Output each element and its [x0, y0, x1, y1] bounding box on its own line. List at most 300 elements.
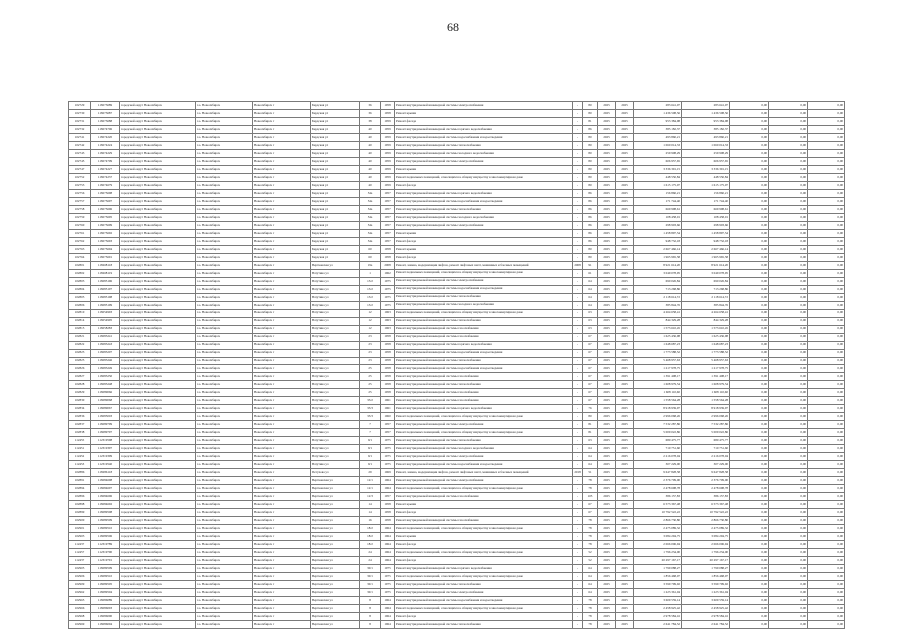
cell-row-id: 102901: [69, 525, 91, 533]
cell-municipality: городской округ Новосибирск: [120, 333, 196, 341]
cell-house-number: 23: [360, 357, 381, 365]
cell-municipality: городской округ Новосибирск: [120, 133, 196, 141]
cell-street: Ватутина ул: [311, 445, 360, 453]
cell-street: Ватутина ул: [311, 373, 360, 381]
cell-wear-percent: 81: [583, 429, 598, 437]
cell-lift-year: -: [573, 541, 583, 549]
cell-lift-year: -: [573, 229, 583, 237]
cell-locality: Новосибирск г: [253, 317, 311, 325]
cell-fund-cost: 1 223 361,04: [682, 589, 730, 597]
cell-total-cost: 1 648 687,23: [634, 341, 682, 349]
cell-build-year: 1957: [381, 189, 395, 197]
cell-fund-cost: 20 297 167,17: [682, 557, 730, 565]
cell-budget-local: 0,00: [808, 117, 845, 125]
cell-budget-federal: 0,00: [730, 613, 769, 621]
cell-locality: Новосибирск г: [253, 205, 311, 213]
cell-municipality: городской округ Новосибирск: [120, 541, 196, 549]
cell-house-code: 118286093: [91, 605, 120, 613]
cell-house-code: 118268118: [91, 261, 120, 269]
cell-row-id: 102962: [69, 589, 91, 597]
cell-total-cost: 171 744,40: [634, 197, 682, 205]
cell-row-id: 102830: [69, 397, 91, 405]
cell-build-year: 1959: [381, 157, 395, 165]
cell-budget-regional: 0,00: [769, 261, 808, 269]
cell-work-type: Ремонт внутридомовой инженерной системы теплоснабжения: [395, 205, 573, 213]
cell-build-year: 1975: [381, 565, 395, 573]
cell-house-code: 118274706: [91, 125, 120, 133]
cell-street: Бердская ул: [311, 157, 360, 165]
cell-budget-federal: 0,00: [730, 541, 769, 549]
cell-plan-year-start: 2025: [598, 381, 616, 389]
cell-wear-percent: 67: [583, 381, 598, 389]
cell-municipality: городской округ Новосибирск: [120, 301, 196, 309]
cell-budget-regional: 0,00: [769, 517, 808, 525]
cell-house-code: 118258283: [91, 325, 120, 333]
cell-district: г.о. Новосибирск: [196, 181, 253, 189]
cell-house-code: 118289068: [91, 397, 120, 405]
cell-build-year: 1957: [381, 421, 395, 429]
cell-total-cost: 2 216 078,04: [634, 453, 682, 461]
cell-locality: Новосибирск г: [253, 613, 311, 621]
cell-plan-year-end: 2025: [616, 605, 634, 613]
cell-build-year: 1960: [381, 413, 395, 421]
cell-total-cost: 1 615 175,07: [634, 181, 682, 189]
cell-budget-federal: 0,00: [730, 317, 769, 325]
cell-municipality: городской округ Новосибирск: [120, 437, 196, 445]
cell-district: г.о. Новосибирск: [196, 237, 253, 245]
cell-budget-regional: 0,00: [769, 141, 808, 149]
cell-budget-regional: 0,00: [769, 581, 808, 589]
cell-lift-year: -: [573, 197, 583, 205]
cell-fund-cost: 1 615 175,07: [682, 181, 730, 189]
cell-house-code: 112319789: [91, 541, 120, 549]
cell-row-id: 102753: [69, 181, 91, 189]
cell-district: г.о. Новосибирск: [196, 157, 253, 165]
table-row: [69, 381, 845, 389]
cell-build-year: 1958: [381, 109, 395, 117]
cell-total-cost: 2 996 068,26: [634, 413, 682, 421]
cell-budget-regional: 0,00: [769, 469, 808, 477]
cell-locality: Новосибирск г: [253, 109, 311, 117]
cell-street: Бердская ул: [311, 197, 360, 205]
cell-district: г.о. Новосибирск: [196, 301, 253, 309]
cell-budget-regional: 0,00: [769, 309, 808, 317]
works-table: [68, 101, 844, 629]
cell-municipality: городской округ Новосибирск: [120, 181, 196, 189]
cell-locality: Новосибирск г: [253, 509, 311, 517]
cell-plan-year-start: 2025: [598, 141, 616, 149]
cell-street: Вертковская ул: [311, 525, 360, 533]
cell-locality: Новосибирск г: [253, 517, 311, 525]
cell-budget-local: 0,00: [808, 581, 845, 589]
cell-budget-federal: 0,00: [730, 125, 769, 133]
cell-plan-year-start: 2025: [598, 173, 616, 181]
table-row: [69, 620, 845, 628]
cell-work-type: Ремонт, замена, модернизация лифтов, ремонт лифтовых шахт, машинных и блочных помещений: [395, 469, 573, 477]
table-row: [69, 453, 845, 461]
cell-house-number: 25: [360, 365, 381, 373]
cell-municipality: городской округ Новосибирск: [120, 205, 196, 213]
cell-lift-year: 2008: [573, 261, 583, 269]
cell-build-year: 1959: [381, 133, 395, 141]
cell-total-cost: 1 217 978,75: [634, 365, 682, 373]
cell-district: г.о. Новосибирск: [196, 277, 253, 285]
cell-district: г.о. Новосибирск: [196, 173, 253, 181]
cell-work-type: Ремонт крыши: [395, 229, 573, 237]
cell-fund-cost: 2 978 584,16: [682, 613, 730, 621]
cell-house-number: 19а: [360, 261, 381, 269]
cell-wear-percent: 67: [583, 389, 598, 397]
cell-budget-federal: 0,00: [730, 557, 769, 565]
cell-build-year: 1963: [381, 309, 395, 317]
cell-plan-year-end: 2025: [616, 453, 634, 461]
cell-budget-regional: 0,00: [769, 133, 808, 141]
cell-lift-year: -: [573, 581, 583, 589]
cell-municipality: городской округ Новосибирск: [120, 485, 196, 493]
cell-budget-federal: 0,00: [730, 405, 769, 413]
cell-budget-federal: 0,00: [730, 381, 769, 389]
cell-house-number: 13/2: [360, 285, 381, 293]
cell-plan-year-end: 2025: [616, 565, 634, 573]
cell-fund-cost: 2 118 614,72: [682, 293, 730, 301]
cell-house-code: 118283207: [91, 349, 120, 357]
cell-work-type: Ремонт внутридомовой инженерной системы горячего водоснабжения: [395, 405, 573, 413]
cell-lift-year: -: [573, 317, 583, 325]
cell-row-id: 102803: [69, 277, 91, 285]
cell-plan-year-start: 2025: [598, 477, 616, 485]
cell-street: Бердская ул: [311, 221, 360, 229]
cell-locality: Новосибирск г: [253, 405, 311, 413]
cell-street: Ватутина ул: [311, 301, 360, 309]
cell-wear-percent: 80: [583, 141, 598, 149]
cell-plan-year-start: 2025: [598, 341, 616, 349]
cell-work-type: Ремонт внутридомовой инженерной системы электроснабжения: [395, 102, 573, 110]
cell-budget-regional: 0,00: [769, 565, 808, 573]
cell-wear-percent: 51: [583, 469, 598, 477]
cell-work-type: Ремонт, замена, модернизация лифтов, ремонт лифтовых шахт, машинных и блочных помещений: [395, 261, 573, 269]
table-row: [69, 309, 845, 317]
cell-wear-percent: 64: [583, 301, 598, 309]
table-row: [69, 109, 845, 117]
cell-house-number: 40: [360, 181, 381, 189]
cell-budget-local: 0,00: [808, 333, 845, 341]
cell-budget-federal: 0,00: [730, 181, 769, 189]
cell-locality: Новосибирск г: [253, 565, 311, 573]
table-row: [69, 125, 845, 133]
cell-plan-year-start: 2025: [598, 189, 616, 197]
cell-budget-regional: 0,00: [769, 181, 808, 189]
cell-municipality: городской округ Новосибирск: [120, 245, 196, 253]
cell-row-id: 102743: [69, 149, 91, 157]
cell-total-cost: 386 157,83: [634, 493, 682, 501]
cell-house-code: 112319540: [91, 461, 120, 469]
cell-plan-year-start: 2025: [598, 469, 616, 477]
cell-house-number: 40: [360, 133, 381, 141]
cell-budget-federal: 0,00: [730, 413, 769, 421]
cell-work-type: Ремонт внутридомовой инженерной системы водоснабжения и водоотведения: [395, 285, 573, 293]
cell-budget-federal: 0,00: [730, 597, 769, 605]
cell-house-code: 118284698: [91, 477, 120, 485]
cell-lift-year: -: [573, 253, 583, 261]
cell-municipality: городской округ Новосибирск: [120, 341, 196, 349]
table-row: [69, 373, 845, 381]
cell-locality: Новосибирск г: [253, 445, 311, 453]
cell-municipality: городской округ Новосибирск: [120, 237, 196, 245]
cell-budget-local: 0,00: [808, 485, 845, 493]
cell-total-cost: 1 625 436,98: [634, 333, 682, 341]
cell-plan-year-end: 2025: [616, 365, 634, 373]
cell-plan-year-end: 2025: [616, 269, 634, 277]
cell-house-code: 112319397: [91, 445, 120, 453]
cell-budget-federal: 0,00: [730, 437, 769, 445]
cell-street: Вертковская ул: [311, 613, 360, 621]
cell-plan-year-start: 2025: [598, 157, 616, 165]
table-row: [69, 493, 845, 501]
cell-street: Бердская ул: [311, 173, 360, 181]
cell-municipality: городской округ Новосибирск: [120, 109, 196, 117]
cell-house-number: 25: [360, 389, 381, 397]
table-row: [69, 605, 845, 613]
table-row: [69, 301, 845, 309]
table-row: [69, 205, 845, 213]
cell-work-type: Ремонт крыши: [395, 533, 573, 541]
cell-municipality: городской округ Новосибирск: [120, 469, 196, 477]
cell-district: г.о. Новосибирск: [196, 589, 253, 597]
cell-district: г.о. Новосибирск: [196, 189, 253, 197]
cell-house-number: 54а: [360, 213, 381, 221]
cell-street: Ватутина ул: [311, 349, 360, 357]
cell-locality: Новосибирск г: [253, 173, 311, 181]
cell-plan-year-end: 2025: [616, 389, 634, 397]
cell-street: Бердская ул: [311, 237, 360, 245]
cell-work-type: Ремонт подвальных помещений, относящихся к общему имуществу в многоквартирном доме: [395, 485, 573, 493]
cell-district: г.о. Новосибирск: [196, 269, 253, 277]
cell-budget-local: 0,00: [808, 229, 845, 237]
cell-fund-cost: 283 641,07: [682, 102, 730, 110]
cell-budget-local: 0,00: [808, 405, 845, 413]
cell-row-id: 102745: [69, 157, 91, 165]
cell-budget-local: 0,00: [808, 245, 845, 253]
cell-plan-year-start: 2025: [598, 365, 616, 373]
cell-lift-year: -: [573, 173, 583, 181]
cell-street: Ватутина ул: [311, 269, 360, 277]
cell-lift-year: -: [573, 157, 583, 165]
cell-build-year: 1959: [381, 149, 395, 157]
cell-work-type: Ремонт внутридомовой инженерной системы теплоснабжения: [395, 357, 573, 365]
cell-lift-year: -: [573, 102, 583, 110]
cell-fund-cost: 448 550,84: [682, 173, 730, 181]
cell-house-code: 112319399: [91, 453, 120, 461]
cell-municipality: городской округ Новосибирск: [120, 381, 196, 389]
cell-total-cost: 7 532 287,86: [634, 421, 682, 429]
cell-district: г.о. Новосибирск: [196, 197, 253, 205]
cell-lift-year: -: [573, 341, 583, 349]
cell-row-id: 102827: [69, 373, 91, 381]
cell-locality: Новосибирск г: [253, 253, 311, 261]
cell-budget-federal: 0,00: [730, 501, 769, 509]
cell-wear-percent: 64: [583, 581, 598, 589]
cell-house-code: 118284696: [91, 493, 120, 501]
cell-row-id: 102762: [69, 237, 91, 245]
cell-fund-cost: 1 856 468,07: [682, 573, 730, 581]
cell-street: Вертковская ул: [311, 597, 360, 605]
cell-district: г.о. Новосибирск: [196, 149, 253, 157]
cell-street: Бердская ул: [311, 165, 360, 173]
cell-work-type: Ремонт внутридомовой инженерной системы электроснабжения: [395, 221, 573, 229]
cell-lift-year: -: [573, 285, 583, 293]
cell-budget-federal: 0,00: [730, 141, 769, 149]
cell-locality: Новосибирск г: [253, 421, 311, 429]
cell-budget-federal: 0,00: [730, 620, 769, 628]
cell-locality: Новосибирск г: [253, 493, 311, 501]
cell-fund-cost: 1 217 978,75: [682, 365, 730, 373]
cell-house-number: 40: [360, 125, 381, 133]
cell-budget-local: 0,00: [808, 325, 845, 333]
cell-lift-year: -: [573, 413, 583, 421]
cell-lift-year: -: [573, 149, 583, 157]
cell-plan-year-start: 2025: [598, 437, 616, 445]
cell-budget-regional: 0,00: [769, 109, 808, 117]
cell-locality: Новосибирск г: [253, 533, 311, 541]
cell-total-cost: 108 458,01: [634, 213, 682, 221]
cell-district: г.о. Новосибирск: [196, 253, 253, 261]
cell-house-code: 118289508: [91, 509, 120, 517]
cell-street: Бердская ул: [311, 181, 360, 189]
cell-district: г.о. Новосибирск: [196, 365, 253, 373]
cell-street: Ватутина ул: [311, 381, 360, 389]
cell-work-type: Ремонт внутридомовой инженерной системы теплоснабжения: [395, 620, 573, 628]
cell-budget-local: 0,00: [808, 261, 845, 269]
cell-wear-percent: 64: [583, 285, 598, 293]
cell-build-year: 1958: [381, 509, 395, 517]
cell-street: Вертковская ул: [311, 501, 360, 509]
cell-locality: Новосибирск г: [253, 293, 311, 301]
cell-plan-year-start: 2025: [598, 102, 616, 110]
cell-house-number: 54а: [360, 221, 381, 229]
cell-plan-year-end: 2025: [616, 437, 634, 445]
cell-house-code: 118273689: [91, 102, 120, 110]
cell-plan-year-start: 2025: [598, 133, 616, 141]
cell-build-year: 1957: [381, 205, 395, 213]
cell-work-type: Ремонт внутридомовой инженерной системы холодного водоснабжения: [395, 213, 573, 221]
cell-work-type: Ремонт подвальных помещений, относящихся к общему имуществу в многоквартирном доме: [395, 573, 573, 581]
cell-wear-percent: 78: [583, 477, 598, 485]
cell-locality: Новосибирск г: [253, 349, 311, 357]
cell-plan-year-end: 2025: [616, 141, 634, 149]
cell-house-code: 118283250: [91, 373, 120, 381]
cell-district: г.о. Новосибирск: [196, 213, 253, 221]
cell-house-number: 33/2: [360, 397, 381, 405]
cell-wear-percent: 81: [583, 117, 598, 125]
cell-district: г.о. Новосибирск: [196, 333, 253, 341]
cell-plan-year-start: 2025: [598, 421, 616, 429]
cell-budget-regional: 0,00: [769, 253, 808, 261]
cell-lift-year: -: [573, 309, 583, 317]
table-row: [69, 573, 845, 581]
cell-fund-cost: 1 060 014,33: [682, 141, 730, 149]
cell-row-id: 102829: [69, 389, 91, 397]
cell-wear-percent: 81: [583, 421, 598, 429]
cell-lift-year: -: [573, 293, 583, 301]
cell-lift-year: -: [573, 493, 583, 501]
cell-lift-year: -: [573, 533, 583, 541]
cell-locality: Новосибирск г: [253, 365, 311, 373]
table-row: [69, 557, 845, 565]
cell-house-code: 118254995: [91, 317, 120, 325]
cell-lift-year: -: [573, 405, 583, 413]
cell-budget-regional: 0,00: [769, 429, 808, 437]
cell-plan-year-end: 2025: [616, 285, 634, 293]
cell-total-cost: 385 844,76: [634, 301, 682, 309]
cell-budget-federal: 0,00: [730, 229, 769, 237]
cell-budget-federal: 0,00: [730, 301, 769, 309]
cell-locality: Новосибирск г: [253, 117, 311, 125]
cell-plan-year-end: 2025: [616, 157, 634, 165]
cell-municipality: городской округ Новосибирск: [120, 429, 196, 437]
cell-total-cost: 2 475 089,32: [634, 525, 682, 533]
cell-budget-local: 0,00: [808, 413, 845, 421]
cell-locality: Новосибирск г: [253, 189, 311, 197]
cell-house-number: 18/2: [360, 533, 381, 541]
cell-work-type: Ремонт внутридомовой инженерной системы газоснабжения: [395, 373, 573, 381]
cell-row-id: 102759: [69, 213, 91, 221]
cell-plan-year-start: 2025: [598, 301, 616, 309]
cell-build-year: 1961: [381, 405, 395, 413]
cell-row-id: 102732: [69, 125, 91, 133]
cell-house-code: 118273687: [91, 109, 120, 117]
cell-work-type: Ремонт внутридомовой инженерной системы газоснабжения: [395, 397, 573, 405]
cell-build-year: 1969: [381, 469, 395, 477]
cell-row-id: 102747: [69, 165, 91, 173]
cell-house-code: 118274224: [91, 141, 120, 149]
cell-street: Вертковская ул: [311, 605, 360, 613]
cell-fund-cost: 5 009 022,86: [682, 429, 730, 437]
cell-fund-cost: 4 264 658,41: [682, 309, 730, 317]
cell-wear-percent: 86: [583, 237, 598, 245]
table-row: [69, 213, 845, 221]
cell-plan-year-end: 2025: [616, 261, 634, 269]
cell-house-number: 8: [360, 620, 381, 628]
cell-work-type: Ремонт подвальных помещений, относящихся к общему имуществу в многоквартирном доме: [395, 429, 573, 437]
cell-row-id: 102906: [69, 573, 91, 581]
cell-municipality: городской округ Новосибирск: [120, 213, 196, 221]
cell-district: г.о. Новосибирск: [196, 485, 253, 493]
cell-row-id: 102731: [69, 117, 91, 125]
cell-lift-year: -: [573, 109, 583, 117]
cell-fund-cost: 953 384,98: [682, 117, 730, 125]
cell-fund-cost: 10 792 522,22: [682, 509, 730, 517]
cell-district: г.о. Новосибирск: [196, 165, 253, 173]
cell-plan-year-start: 2025: [598, 245, 616, 253]
cell-plan-year-end: 2025: [616, 373, 634, 381]
cell-build-year: 1958: [381, 349, 395, 357]
cell-house-code: 118275697: [91, 197, 120, 205]
cell-work-type: Ремонт внутридомовой инженерной системы горячего водоснабжения: [395, 125, 573, 133]
cell-municipality: городской округ Новосибирск: [120, 445, 196, 453]
cell-plan-year-end: 2025: [616, 469, 634, 477]
cell-budget-regional: 0,00: [769, 509, 808, 517]
cell-wear-percent: 105: [583, 493, 598, 501]
cell-municipality: городской округ Новосибирск: [120, 157, 196, 165]
table-row: [69, 117, 845, 125]
cell-row-id: 102814: [69, 317, 91, 325]
cell-budget-local: 0,00: [808, 605, 845, 613]
cell-work-type: Ремонт внутридомовой инженерной системы водоснабжения и водоотведения: [395, 133, 573, 141]
cell-street: Бердская ул: [311, 141, 360, 149]
cell-budget-regional: 0,00: [769, 405, 808, 413]
cell-budget-regional: 0,00: [769, 285, 808, 293]
cell-plan-year-end: 2025: [616, 253, 634, 261]
